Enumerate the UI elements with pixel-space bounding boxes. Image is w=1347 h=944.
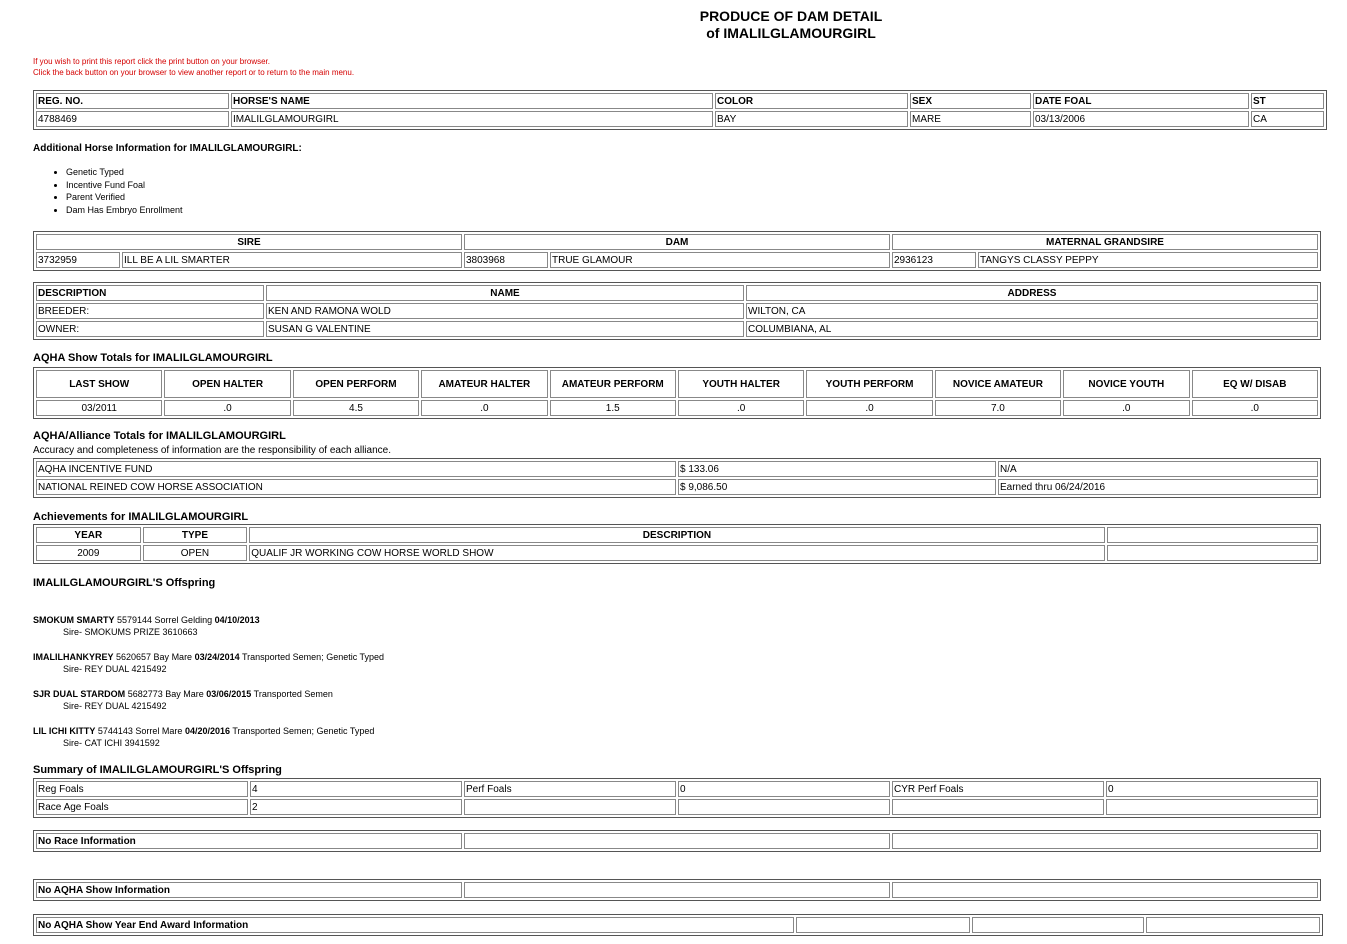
- alliance-table: [33, 458, 1321, 498]
- offspring-date: 03/06/2015: [206, 689, 252, 699]
- alliance-heading: AQHA/Alliance Totals for IMALILGLAMOURGIRL: [33, 430, 286, 442]
- header-address: ADDRESS: [746, 285, 1318, 301]
- empty-cell: [464, 799, 676, 815]
- table-row: [36, 461, 1318, 477]
- show-totals-table: [33, 367, 1321, 419]
- header-last-show: LAST SHOW: [36, 370, 162, 398]
- no-year-end-award-info: No AQHA Show Year End Award Information: [36, 917, 794, 933]
- offspring-name: IMALILHANKYREY: [33, 652, 114, 662]
- state-value: CA: [1251, 111, 1324, 127]
- sire-name: ILL BE A LIL SMARTER: [122, 252, 462, 268]
- header-color: COLOR: [715, 93, 908, 109]
- show-totals-heading: AQHA Show Totals for IMALILGLAMOURGIRL: [33, 352, 273, 364]
- breeder-address: WILTON, CA: [746, 303, 1318, 319]
- empty-cell: [796, 917, 970, 933]
- perf-foals-value: 0: [678, 781, 890, 797]
- offspring-sire: Sire- SMOKUMS PRIZE 3610663: [63, 627, 198, 637]
- list-item: • Genetic Typed: [66, 166, 183, 179]
- table-row: [36, 111, 1324, 127]
- empty-cell: [892, 882, 1318, 898]
- offspring-item: [33, 688, 333, 712]
- perf-foals-label: Perf Foals: [464, 781, 676, 797]
- year-end-award-table: [33, 914, 1323, 936]
- header-dam: DAM: [464, 234, 890, 250]
- title-line-1: PRODUCE OF DAM DETAIL: [699, 8, 883, 24]
- empty-cell: [464, 833, 890, 849]
- achievements-table: [33, 524, 1321, 564]
- no-race-info: No Race Information: [36, 833, 462, 849]
- offspring-details: 5744143 Sorrel Mare: [97, 726, 183, 736]
- header-youth-perform: YOUTH PERFORM: [806, 370, 932, 398]
- header-type: TYPE: [143, 527, 248, 543]
- offspring-sire: Sire- CAT ICHI 3941592: [63, 738, 160, 748]
- empty-cell: [464, 882, 890, 898]
- achievement-type: OPEN: [143, 545, 248, 561]
- list-item: • Parent Verified: [66, 191, 183, 204]
- header-year: YEAR: [36, 527, 141, 543]
- table-row: [36, 545, 1318, 561]
- offspring-details: 5620657 Bay Mare: [116, 652, 193, 662]
- list-item: • Dam Has Embryo Enrollment: [66, 204, 183, 217]
- color-value: BAY: [715, 111, 908, 127]
- horse-info-table: [33, 90, 1327, 130]
- back-note: Click the back button on your browser to view another report or to return to the main menu.: [33, 68, 355, 77]
- offspring-date: 04/10/2013: [214, 615, 260, 625]
- breeder-label: BREEDER:: [36, 303, 264, 319]
- offspring-name: LIL ICHI KITTY: [33, 726, 96, 736]
- offspring-extra: Transported Semen: [253, 689, 333, 699]
- alliance-name: NATIONAL REINED COW HORSE ASSOCIATION: [36, 479, 676, 495]
- header-amateur-perform: AMATEUR PERFORM: [550, 370, 676, 398]
- owner-label: OWNER:: [36, 321, 264, 337]
- offspring-item: [33, 651, 384, 675]
- breeder-name: KEN AND RAMONA WOLD: [266, 303, 744, 319]
- list-item: • Incentive Fund Foal: [66, 179, 183, 192]
- offspring-date: 03/24/2014: [194, 652, 240, 662]
- achievement-year: 2009: [36, 545, 141, 561]
- table-header-row: [36, 527, 1318, 543]
- youth-perform-value: .0: [806, 400, 932, 416]
- alliance-amount: $ 133.06: [678, 461, 996, 477]
- novice-amateur-value: 7.0: [935, 400, 1061, 416]
- alliance-status: N/A: [998, 461, 1318, 477]
- table-row: [36, 917, 1320, 933]
- open-halter-value: .0: [164, 400, 290, 416]
- offspring-item: [33, 614, 260, 638]
- header-open-halter: OPEN HALTER: [164, 370, 290, 398]
- table-row: [36, 833, 1318, 849]
- reg-foals-value: 4: [250, 781, 462, 797]
- offspring-extra: Transported Semen; Genetic Typed: [241, 652, 385, 662]
- youth-halter-value: .0: [678, 400, 804, 416]
- race-info-table: [33, 830, 1321, 852]
- table-row: [36, 882, 1318, 898]
- table-row: [36, 252, 1318, 268]
- empty-cell: [1107, 545, 1318, 561]
- summary-table: [33, 778, 1321, 818]
- date-foal-value: 03/13/2006: [1033, 111, 1249, 127]
- table-row: [36, 799, 1318, 815]
- horse-name-value: IMALILGLAMOURGIRL: [231, 111, 713, 127]
- alliance-amount: $ 9,086.50: [678, 479, 996, 495]
- offspring-heading: IMALILGLAMOURGIRL'S Offspring: [33, 577, 216, 589]
- offspring-date: 04/20/2016: [184, 726, 230, 736]
- reg-no-value: 4788469: [36, 111, 229, 127]
- race-age-foals-value: 2: [250, 799, 462, 815]
- header-name: NAME: [266, 285, 744, 301]
- sire-reg-no: 3732959: [36, 252, 120, 268]
- reg-foals-label: Reg Foals: [36, 781, 248, 797]
- table-header-row: [36, 370, 1318, 398]
- last-show-value: 03/2011: [36, 400, 162, 416]
- grandsire-reg-no: 2936123: [892, 252, 976, 268]
- dam-name: TRUE GLAMOUR: [550, 252, 890, 268]
- open-perform-value: 4.5: [293, 400, 419, 416]
- table-row: [36, 321, 1318, 337]
- table-row: [36, 781, 1318, 797]
- header-state: ST: [1251, 93, 1324, 109]
- owner-address: COLUMBIANA, AL: [746, 321, 1318, 337]
- header-sire: SIRE: [36, 234, 462, 250]
- empty-cell: [892, 799, 1104, 815]
- offspring-extra: Transported Semen; Genetic Typed: [232, 726, 375, 736]
- report-title: [591, 8, 991, 42]
- header-open-perform: OPEN PERFORM: [293, 370, 419, 398]
- empty-cell: [1106, 799, 1318, 815]
- sex-value: MARE: [910, 111, 1031, 127]
- table-row: [36, 400, 1318, 416]
- header-novice-youth: NOVICE YOUTH: [1063, 370, 1189, 398]
- offspring-details: 5579144 Sorrel Gelding: [117, 615, 213, 625]
- header-achievement-description: DESCRIPTION: [249, 527, 1104, 543]
- cyr-perf-foals-label: CYR Perf Foals: [892, 781, 1104, 797]
- alliance-name: AQHA INCENTIVE FUND: [36, 461, 676, 477]
- achievements-heading: Achievements for IMALILGLAMOURGIRL: [33, 511, 249, 523]
- print-notes: [33, 56, 354, 78]
- empty-cell: [1146, 917, 1320, 933]
- table-header-row: [36, 93, 1324, 109]
- offspring-item: [33, 725, 374, 749]
- table-header-row: [36, 285, 1318, 301]
- header-description: DESCRIPTION: [36, 285, 264, 301]
- owner-name: SUSAN G VALENTINE: [266, 321, 744, 337]
- race-age-foals-label: Race Age Foals: [36, 799, 248, 815]
- table-row: [36, 479, 1318, 495]
- eq-w-disab-value: .0: [1192, 400, 1318, 416]
- offspring-sire: Sire- REY DUAL 4215492: [63, 664, 167, 674]
- no-show-info: No AQHA Show Information: [36, 882, 462, 898]
- offspring-name: SMOKUM SMARTY: [33, 615, 115, 625]
- breeder-owner-table: [33, 282, 1321, 340]
- header-reg-no: REG. NO.: [36, 93, 229, 109]
- header-date-foal: DATE FOAL: [1033, 93, 1249, 109]
- alliance-note: Accuracy and completeness of information are the responsibility of each alliance.: [33, 445, 391, 456]
- offspring-details: 5682773 Bay Mare: [127, 689, 204, 699]
- achievement-description: QUALIF JR WORKING COW HORSE WORLD SHOW: [249, 545, 1104, 561]
- summary-heading: Summary of IMALILGLAMOURGIRL'S Offspring: [33, 764, 282, 776]
- offspring-sire: Sire- REY DUAL 4215492: [63, 701, 167, 711]
- empty-cell: [1107, 527, 1318, 543]
- table-header-row: [36, 234, 1318, 250]
- header-sex: SEX: [910, 93, 1031, 109]
- dam-reg-no: 3803968: [464, 252, 548, 268]
- print-note: If you wish to print this report click the print button on your browser.: [33, 57, 270, 66]
- empty-cell: [892, 833, 1318, 849]
- header-eq-w-disab: EQ W/ DISAB: [1192, 370, 1318, 398]
- pedigree-table: [33, 231, 1321, 271]
- header-horse-name: HORSE'S NAME: [231, 93, 713, 109]
- amateur-halter-value: .0: [421, 400, 547, 416]
- novice-youth-value: .0: [1063, 400, 1189, 416]
- empty-cell: [972, 917, 1144, 933]
- empty-cell: [678, 799, 890, 815]
- additional-info-list: [34, 166, 183, 216]
- additional-info-heading: Additional Horse Information for IMALILGLAMOURGIRL:: [33, 143, 302, 154]
- header-novice-amateur: NOVICE AMATEUR: [935, 370, 1061, 398]
- alliance-status: Earned thru 06/24/2016: [998, 479, 1318, 495]
- header-maternal-grandsire: MATERNAL GRANDSIRE: [892, 234, 1318, 250]
- cyr-perf-foals-value: 0: [1106, 781, 1318, 797]
- show-info-table: [33, 879, 1321, 901]
- table-row: [36, 303, 1318, 319]
- header-amateur-halter: AMATEUR HALTER: [421, 370, 547, 398]
- offspring-name: SJR DUAL STARDOM: [33, 689, 126, 699]
- grandsire-name: TANGYS CLASSY PEPPY: [978, 252, 1318, 268]
- title-line-2: of IMALILGLAMOURGIRL: [706, 25, 876, 41]
- header-youth-halter: YOUTH HALTER: [678, 370, 804, 398]
- amateur-perform-value: 1.5: [550, 400, 676, 416]
